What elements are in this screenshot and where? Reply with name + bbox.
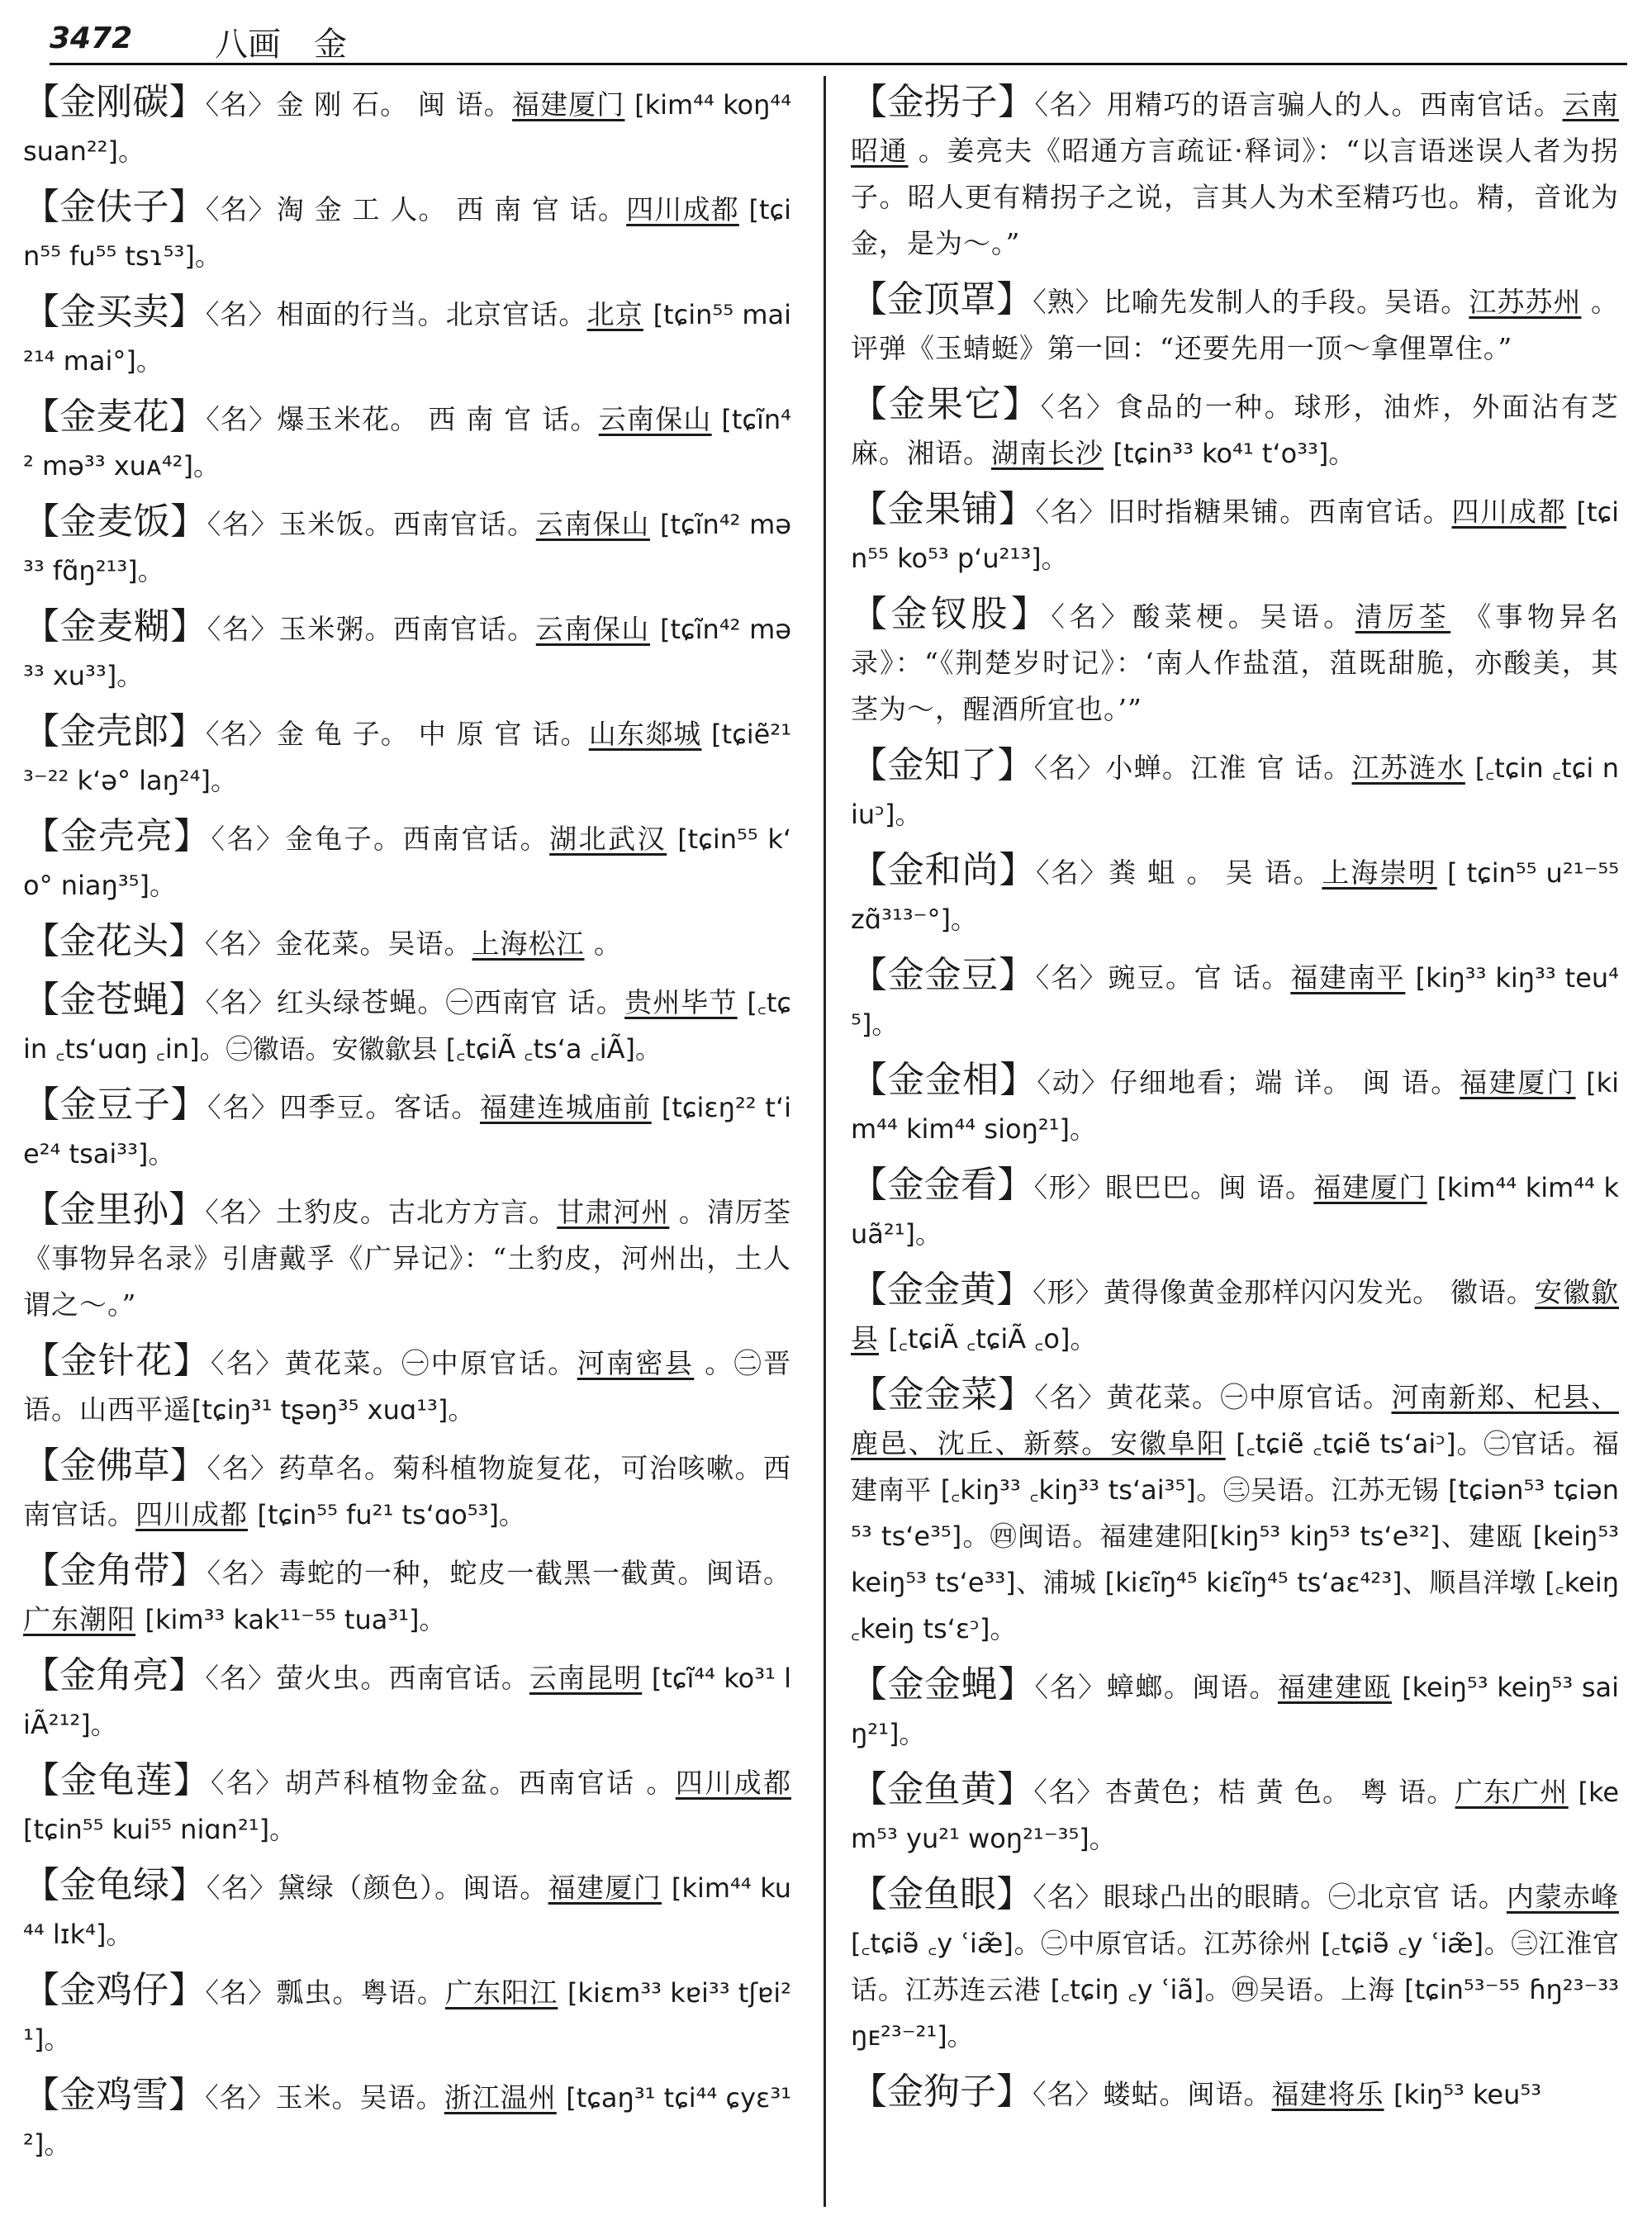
- entry-headword: 【金狗子】: [851, 2071, 1032, 2113]
- entry-headword: 【金鸡雪】: [23, 2074, 206, 2116]
- dictionary-entry: [851, 382, 1619, 477]
- entry-pos: 〈形〉: [1033, 1171, 1106, 1203]
- entry-pos: 〈熟〉: [1032, 286, 1104, 318]
- entry-headword: 【金角带】: [23, 1549, 207, 1592]
- entry-definition: 黄花菜。㊀中原官话。: [284, 1347, 577, 1379]
- entry-place: 四川成都: [135, 1498, 248, 1530]
- entry-pronunciation: [tɕĩn⁴² mə³³ xu³³]。: [23, 614, 791, 691]
- dictionary-entry: [23, 184, 791, 279]
- entry-place: 湖南长沙: [991, 437, 1104, 469]
- entry-pos: 〈名〉: [1032, 2078, 1104, 2110]
- entry-definition: 黄得像黄金那样闪闪发光。 徽语。: [1103, 1276, 1535, 1308]
- entry-place: 云南昆明: [529, 1662, 643, 1694]
- entry-pos: 〈名〉: [206, 403, 278, 435]
- dictionary-entry: [23, 499, 791, 594]
- entry-definition: 旧时指糖果铺。西南官话。: [1108, 496, 1452, 528]
- entry-place: 安徽歙县: [851, 1276, 1619, 1355]
- entry-place: 福建将乐: [1271, 2078, 1384, 2110]
- entry-headword: 【金买卖】: [23, 291, 206, 333]
- entry-definition: 黄花菜。㊀中原官话。: [1106, 1381, 1392, 1413]
- entry-pos: 〈名〉: [1036, 856, 1109, 889]
- entry-place: 山东郯城: [588, 718, 702, 750]
- entry-headword: 【金拐子】: [851, 81, 1035, 123]
- entry-definition: 萤火虫。西南官话。: [276, 1662, 529, 1694]
- entry-definition: 胡芦科植物金盆。西南官话 。: [284, 1767, 676, 1799]
- entry-headword: 【金壳郎】: [23, 710, 206, 752]
- entry-place: 广东潮阳: [23, 1603, 135, 1635]
- dictionary-entry: [851, 591, 1619, 733]
- entry-definition: 毒蛇的一种，蛇皮一截黑一截黄。闽语。: [278, 1557, 791, 1589]
- entry-pronunciation: [tɕin³³ ko⁴¹ tʻo³³]。: [1113, 438, 1355, 469]
- entry-pronunciation: [tɕin⁵⁵ fu⁵⁵ tsɿ⁵³]。: [23, 194, 791, 272]
- entry-definition: 酸菜梗。吴语。: [1132, 600, 1355, 633]
- entry-pronunciation: [꜀tɕin ꜀tɕi niuᵓ]。: [851, 752, 1619, 830]
- dictionary-entry: [851, 1057, 1619, 1152]
- entry-headword: 【金龟莲】: [23, 1759, 211, 1801]
- entry-headword: 【金金黄】: [851, 1269, 1033, 1311]
- dictionary-entry: [23, 1338, 791, 1433]
- entry-place: 四川成都: [626, 193, 739, 225]
- entry-headword: 【金麦饭】: [23, 501, 207, 543]
- entry-definition: 金花菜。吴语。: [275, 928, 472, 960]
- entry-pronunciation: [kem⁵³ yu²¹ woŋ²¹⁻³⁵]。: [851, 1777, 1619, 1854]
- entry-definition: 玉米粥。西南官话。: [278, 613, 536, 645]
- entry-place: 福建厦门: [548, 1872, 662, 1904]
- entry-pos: 〈名〉: [1051, 600, 1133, 633]
- entry-definition: 仔细地看；端 详。 闽 语。: [1110, 1066, 1460, 1098]
- entry-pos: 〈名〉: [1035, 961, 1108, 994]
- entry-definition: 相面的行当。北京官话。: [276, 298, 587, 330]
- entry-definition: 四季豆。客话。: [279, 1091, 480, 1123]
- entry-pos: 〈名〉: [205, 2081, 276, 2114]
- dictionary-entry: [23, 1187, 791, 1328]
- entry-headword: 【金顶罩】: [851, 278, 1033, 320]
- entry-pos: 〈名〉: [211, 1767, 285, 1799]
- entry-place: 云南保山: [535, 508, 650, 540]
- entry-pronunciation: [tɕin⁵⁵ ko⁵³ pʻu²¹³]。: [851, 496, 1619, 574]
- dictionary-entry: [23, 1548, 791, 1643]
- dictionary-entry: [851, 952, 1619, 1047]
- entry-place: 福建厦门: [511, 88, 625, 121]
- entry-headword: 【金和尚】: [851, 849, 1037, 891]
- entry-headword: 【金针花】: [23, 1340, 211, 1382]
- entry-note: 。清厉荃《事物异名录》引唐戴孚《广异记》：“土豹皮，河州出，土人谓之～。”: [23, 1196, 791, 1321]
- entry-pos: 〈名〉: [205, 986, 277, 1018]
- entry-pronunciation: [tɕĩn⁴² mə³³ xuᴀ⁴²]。: [23, 404, 791, 482]
- entry-pos: 〈名〉: [207, 1091, 280, 1123]
- entry-definition: 蟑螂。闽语。: [1106, 1671, 1278, 1703]
- entry-definition: 眼巴巴。闽 语。: [1105, 1171, 1314, 1203]
- entry-definition: 淘 金 工 人。 西 南 官 话。: [276, 193, 627, 225]
- entry-note: 《事物异名录》：“《荆楚岁时记》：‘南人作盐菹，菹既甜脆，亦酸美，其茎为～，醒酒所宜也。’”: [851, 600, 1619, 725]
- dictionary-entry: [23, 394, 791, 489]
- entry-definition: 食品的一种。球形，油炸，外面沾有芝麻。湘语。: [851, 391, 1619, 469]
- dictionary-entry: [23, 1758, 791, 1853]
- entry-definition: 比喻先发制人的手段。吴语。: [1103, 286, 1469, 318]
- dictionary-entry: [23, 1082, 791, 1177]
- entry-place: 北京: [586, 298, 643, 330]
- page-header: [50, 12, 1627, 65]
- entry-headword: 【金鸡仔】: [23, 1969, 206, 2011]
- entry-headword: 【金金菜】: [851, 1374, 1035, 1416]
- entry-place: 广东阳江: [444, 1976, 558, 2009]
- entry-pronunciation: [kiɛm³³ kɐi³³ tʃɐi²¹]。: [23, 1977, 791, 2055]
- entry-headword: 【金伕子】: [23, 186, 206, 228]
- entry-pos: 〈名〉: [1032, 1881, 1104, 1913]
- entry-definition: 红头绿苍蝇。㊀西南官 话。: [276, 986, 625, 1018]
- entry-note: 。姜亮夫《昭通方言疏证·释词》：“以言语迷误人者为拐子。昭人更有精拐子之说，言其人为术至精巧也。精，音讹为金，是为～。”: [851, 135, 1619, 259]
- entry-definition: 药草名。菊科植物旋复花，可治咳嗽。西南官话。: [23, 1452, 791, 1530]
- entry-pos: 〈名〉: [206, 1557, 279, 1589]
- entry-pronunciation: [꜀tɕin ꜀tsʻuɑŋ ꜀in]。㊁徽语。安徽歙县 [꜀tɕiÃ ꜀tsʻa ꜀iÃ]。: [23, 987, 791, 1065]
- entry-definition: 黛绿（颜色）。闽语。: [278, 1872, 548, 1904]
- entry-pos: 〈名〉: [205, 718, 277, 750]
- entry-pos: 〈名〉: [1034, 1671, 1107, 1703]
- entry-place: 广东广州: [1455, 1776, 1569, 1808]
- page-number: 3472: [50, 21, 133, 55]
- entry-pronunciation: [tɕiŋ³¹ tʂəŋ³⁵ xuɑ¹³]。: [192, 1394, 475, 1426]
- entry-place: 河南新郑、杞县、鹿邑、沈丘、新蔡。安徽阜阳: [851, 1381, 1619, 1459]
- entry-place: 湖北武汉: [549, 823, 667, 855]
- entry-place: 福建南平: [1290, 961, 1406, 994]
- entry-pos: 〈名〉: [205, 1662, 277, 1694]
- column-divider: [824, 76, 826, 2207]
- entry-headword: 【金壳亮】: [23, 815, 211, 857]
- entry-place: 上海松江: [472, 928, 585, 960]
- entry-note: 。评弹《玉蜻蜓》第一回：“还要先用一顶～拿俚罩住。”: [851, 286, 1619, 364]
- entry-pronunciation: [kim⁴⁴ ku⁴⁴ lɪk⁴]。: [23, 1872, 791, 1950]
- entry-place: 福建厦门: [1313, 1171, 1427, 1203]
- entry-headword: 【金金豆】: [851, 954, 1036, 996]
- entry-headword: 【金知了】: [851, 744, 1034, 786]
- dictionary-entry: [851, 486, 1619, 581]
- dictionary-entry: [851, 743, 1619, 837]
- entry-pos: 〈名〉: [1034, 88, 1107, 121]
- entry-headword: 【金金看】: [851, 1164, 1034, 1206]
- entry-pronunciation: [tɕin⁵⁵ mai²¹⁴ mai°]。: [23, 299, 791, 377]
- entry-place: 云南保山: [535, 613, 650, 645]
- entry-place: 甘肃河州: [557, 1196, 670, 1228]
- entry-pos: 〈名〉: [1033, 752, 1106, 784]
- entry-headword: 【金果铺】: [851, 488, 1036, 530]
- entry-pos: 〈名〉: [1034, 1381, 1107, 1413]
- entry-pronunciation: [kim⁴⁴ koŋ⁴⁴ suan²²]。: [23, 89, 791, 167]
- entry-pos: 〈名〉: [211, 823, 286, 855]
- entry-note: 。㊁晋语。山西平遥: [23, 1347, 791, 1426]
- dictionary-entry: [23, 2072, 791, 2167]
- entry-definition: 眼球凸出的眼睛。㊀北京官 话。: [1103, 1881, 1507, 1913]
- entry-headword: 【金花头】: [23, 920, 205, 962]
- entry-pos: 〈动〉: [1037, 1066, 1110, 1098]
- entry-pronunciation: [tɕĩn⁴² mə³³ fɑ̃ŋ²¹³]。: [23, 509, 791, 586]
- entry-definition: 粪 蛆 。 吴 语。: [1108, 856, 1322, 889]
- dictionary-entry: [851, 1767, 1619, 1862]
- entry-place: 河南密县: [577, 1347, 695, 1379]
- entry-headword: 【金佛草】: [23, 1445, 207, 1487]
- entry-pronunciation: [꜀tɕiẽ ꜀tɕiẽ tsʻaiᵓ]。㊁官话。福建南平 [꜀kiŋ³³ ꜀kiŋ³³ tsʻai³⁵]。㊂吴语。江苏无锡 [tɕiən⁵³ tɕiən⁵³ tsʻe³⁵]。㊃闽语。福建建阳[kiŋ⁵³ kiŋ⁵³ tsʻe³²]、建瓯 [keiŋ⁵³ keiŋ⁵³ tsʻe³³]、浦城 [kiɛĩŋ⁴⁵ kiɛĩŋ⁴⁵ tsʻaɛ⁴²³]、顺昌洋墩 [꜀keiŋ ꜀keiŋ tsʻɛᵓ]。: [851, 1428, 1619, 1644]
- entry-pronunciation: [tɕiẽ²¹³⁻²² kʻə° laŋ²⁴]。: [23, 719, 791, 796]
- entry-pronunciation: [tɕin⁵⁵ fu²¹ tsʻɑo⁵³]。: [257, 1499, 525, 1530]
- entry-place: 浙江温州: [444, 2081, 557, 2114]
- entry-pronunciation: [tɕĩ⁴⁴ ko³¹ liÃ²¹²]。: [23, 1663, 791, 1740]
- entry-definition: 小蝉。江淮 官 话。: [1105, 752, 1352, 784]
- entry-pronunciation: [tɕin⁵⁵ kui⁵⁵ niɑn²¹]。: [23, 1814, 297, 1845]
- dictionary-entry: [851, 1372, 1619, 1652]
- entry-pos: 〈名〉: [1040, 391, 1116, 423]
- entry-place: 清厉荃: [1355, 600, 1451, 633]
- entry-definition: 爆玉米花。 西 南 官 话。: [277, 403, 599, 435]
- entry-pos: 〈名〉: [206, 1452, 279, 1484]
- entry-pos: 〈名〉: [1035, 496, 1108, 528]
- entry-headword: 【金金相】: [851, 1059, 1037, 1101]
- entry-place: 贵州毕节: [624, 986, 738, 1018]
- dictionary-entry: [851, 1872, 1619, 2059]
- entry-place: 云南保山: [598, 403, 712, 435]
- entry-pronunciation: [kim⁴⁴ kim⁴⁴ sioŋ²¹]。: [851, 1067, 1619, 1145]
- entry-headword: 【金鱼黄】: [851, 1768, 1034, 1810]
- entry-definition: 蝼蛄。闽语。: [1103, 2078, 1272, 2110]
- entry-pos: 〈名〉: [211, 1347, 285, 1379]
- entry-pronunciation: [tɕin⁵⁵ kʻo° niaŋ³⁵]。: [23, 823, 791, 901]
- entry-place: 四川成都: [675, 1767, 791, 1799]
- entry-note: 。: [594, 928, 622, 960]
- dictionary-entry: [23, 604, 791, 699]
- entry-pos: 〈名〉: [205, 193, 277, 225]
- entry-pos: 〈名〉: [206, 1872, 278, 1904]
- entry-headword: 【金果它】: [851, 383, 1041, 425]
- entry-place: 福建建瓯: [1277, 1671, 1393, 1703]
- entry-pronunciation: [tɕiɛŋ²² tʻie²⁴ tsai³³]。: [23, 1092, 791, 1170]
- dictionary-entry: [851, 1662, 1619, 1757]
- entry-headword: 【金鱼眼】: [851, 1873, 1033, 1915]
- entry-definition: 土豹皮。古北方方言。: [275, 1196, 558, 1228]
- entry-place: 福建连城庙前: [479, 1091, 652, 1123]
- entry-pronunciation: [kiŋ³³ kiŋ³³ teu⁴⁵]。: [851, 962, 1619, 1040]
- right-column: [851, 79, 1619, 2218]
- dictionary-entry: [851, 2069, 1619, 2118]
- entry-definition: 瓢虫。粤语。: [276, 1976, 445, 2009]
- entry-pronunciation: [kiŋ⁵³ keu⁵³: [1393, 2079, 1542, 2110]
- entry-pronunciation: [ tɕin⁵⁵ u²¹⁻⁵⁵ zɑ̃³¹³⁻°]。: [851, 857, 1619, 935]
- entry-headword: 【金金蝇】: [851, 1663, 1035, 1706]
- dictionary-entry: [23, 814, 791, 909]
- entry-pos: 〈名〉: [205, 928, 276, 960]
- dictionary-entry: [851, 79, 1619, 267]
- entry-place: 江苏苏州: [1469, 286, 1582, 318]
- entry-headword: 【金刚碳】: [23, 81, 206, 123]
- dictionary-entry: [23, 1443, 791, 1538]
- entry-pronunciation: [keiŋ⁵³ keiŋ⁵³ saiŋ²¹]。: [851, 1672, 1619, 1749]
- dictionary-entry: [851, 847, 1619, 942]
- entry-definition: 豌豆。官 话。: [1108, 961, 1291, 994]
- entry-definition: 杏黄色；桔 黄 色。 粤 语。: [1104, 1776, 1455, 1808]
- dictionary-entry: [23, 289, 791, 384]
- entry-definition: 玉米饭。西南官话。: [278, 508, 536, 540]
- entry-pos: 〈名〉: [205, 1196, 276, 1228]
- entry-pos: 〈名〉: [205, 88, 277, 121]
- dictionary-entry: [23, 1653, 791, 1748]
- entry-pos: 〈名〉: [206, 613, 279, 645]
- entry-pronunciation: [꜀tɕiə̃ ꜀y ʿiæ̃]。㊁中原官话。江苏徐州 [꜀tɕiə̃ ꜀y ʿiæ̃]。㊂江淮官话。江苏连云港 [꜀tɕiŋ ꜀y ʿiã]。㊃吴语。上海 [tɕin⁵³⁻⁵⁵ ɦŋ²³⁻³³ ŋᴇ²³⁻²¹]。: [851, 1928, 1619, 2052]
- entry-headword: 【金麦花】: [23, 396, 206, 438]
- dictionary-entry: [23, 709, 791, 804]
- dictionary-entry: [851, 277, 1619, 372]
- dictionary-entry: [23, 1862, 791, 1957]
- section-title: 八画: [215, 26, 281, 64]
- entry-place: 内蒙赤峰: [1506, 1881, 1619, 1913]
- entry-headword: 【金角亮】: [23, 1654, 206, 1696]
- entry-place: 四川成都: [1451, 496, 1567, 528]
- entry-headword: 【金龟绿】: [23, 1864, 206, 1906]
- entry-headword: 【金麦糊】: [23, 605, 207, 648]
- entry-place: 云南昭通: [851, 88, 1619, 167]
- entry-place: 上海崇明: [1322, 856, 1437, 889]
- entry-pronunciation: [꜀tɕiÃ ꜀tɕiÃ ꜀o]。: [888, 1323, 1097, 1355]
- entry-headword: 【金钗股】: [851, 593, 1051, 635]
- entry-pos: 〈名〉: [205, 298, 277, 330]
- entry-headword: 【金豆子】: [23, 1084, 208, 1126]
- entry-pronunciation: [tɕaŋ³¹ tɕi⁴⁴ ɕyɛ³¹²]。: [23, 2082, 791, 2160]
- header-character: 金: [314, 26, 347, 64]
- dictionary-entry: [851, 1267, 1619, 1362]
- dictionary-entry: [23, 79, 791, 174]
- entry-pos: 〈名〉: [206, 508, 279, 540]
- entry-definition: 用精巧的语言骗人的人。西南官话。: [1106, 88, 1563, 121]
- entry-place: 江苏涟水: [1351, 752, 1465, 784]
- left-column: [23, 79, 791, 2218]
- dictionary-entry: [23, 918, 791, 967]
- entry-headword: 【金里孙】: [23, 1189, 206, 1231]
- entry-pos: 〈名〉: [205, 1976, 277, 2009]
- entry-pos: 〈名〉: [1033, 1776, 1105, 1808]
- dictionary-entry: [851, 1162, 1619, 1257]
- entry-headword: 【金苍蝇】: [23, 979, 206, 1021]
- dictionary-entry: [23, 1967, 791, 2062]
- dictionary-entry: [23, 977, 791, 1072]
- entry-pronunciation: [kim⁴⁴ kim⁴⁴ kuã²¹]。: [851, 1172, 1619, 1250]
- entry-definition: 金 刚 石。 闽 语。: [276, 88, 512, 121]
- entry-definition: 金 龟 子。 中 原 官 话。: [277, 718, 589, 750]
- entry-pos: 〈形〉: [1032, 1276, 1104, 1308]
- entry-place: 福建厦门: [1460, 1066, 1576, 1098]
- entry-pronunciation: [kim³³ kak¹¹⁻⁵⁵ tua³¹]。: [145, 1604, 446, 1635]
- entry-definition: 金龟子。西南官话。: [285, 823, 550, 855]
- entry-definition: 玉米。吴语。: [275, 2081, 444, 2114]
